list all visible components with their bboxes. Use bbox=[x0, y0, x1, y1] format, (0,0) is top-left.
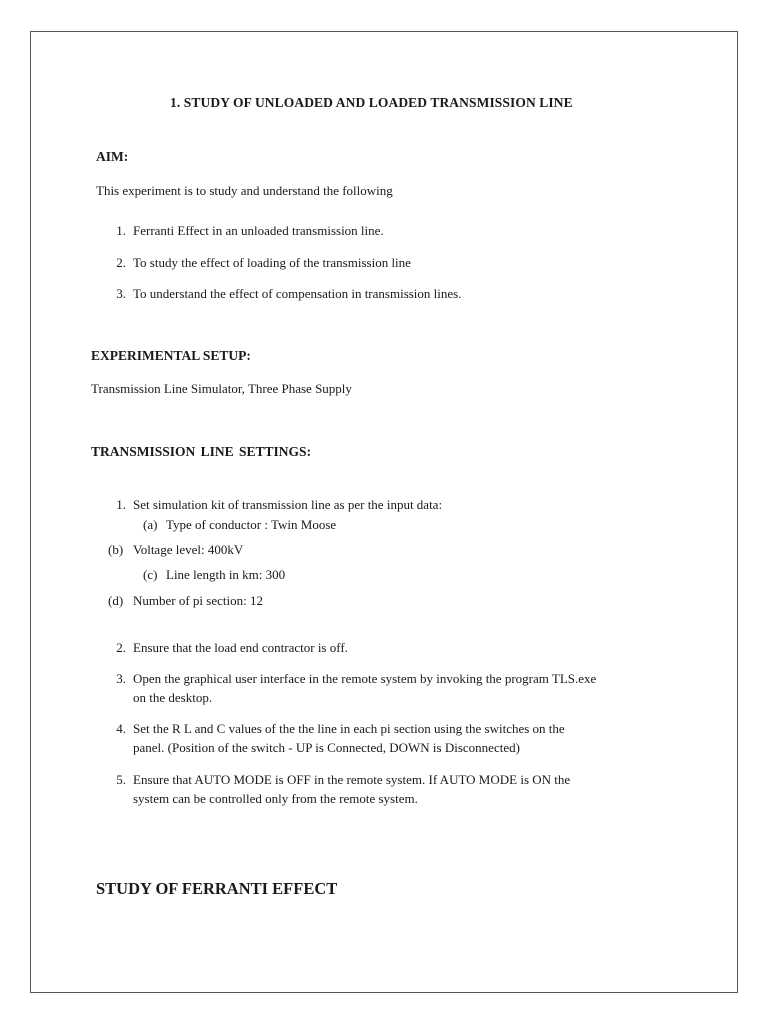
list-item-number: 2. bbox=[116, 640, 126, 655]
list-item-text: Open the graphical user interface in the remote system by invoking the program TLS.exe bbox=[133, 671, 597, 686]
sub-list-label: (d) bbox=[108, 593, 124, 608]
list-item-text: Set simulation kit of transmission line as per the input data: bbox=[133, 497, 443, 512]
sub-list-label: (b) bbox=[108, 542, 124, 557]
sub-list-text: Line length in km: 300 bbox=[166, 567, 286, 582]
page-title: 1. STUDY OF UNLOADED AND LOADED TRANSMISSION LINE bbox=[170, 95, 573, 110]
setup-text: Transmission Line Simulator, Three Phase Supply bbox=[91, 381, 352, 396]
list-item-text: Set the R L and C values of the the line in each pi section using the switches on the bbox=[133, 721, 565, 736]
list-item-text: To study the effect of loading of the transmission line bbox=[133, 255, 411, 270]
sub-list-label: (c) bbox=[143, 567, 158, 582]
list-item-number: 3. bbox=[116, 286, 126, 301]
list-item-text-continued: panel. (Position of the switch - UP is Connected, DOWN is Disconnected) bbox=[133, 740, 520, 755]
list-item-number: 4. bbox=[116, 721, 126, 736]
list-item-number: 5. bbox=[116, 772, 126, 787]
ferranti-heading: STUDY OF FERRANTI EFFECT bbox=[96, 879, 338, 898]
aim-intro: This experiment is to study and understand the following bbox=[96, 183, 393, 198]
sub-list-text: Type of conductor : Twin Moose bbox=[166, 517, 337, 532]
list-item-text: Ensure that the load end contractor is off. bbox=[133, 640, 348, 655]
setup-heading: EXPERIMENTAL SETUP: bbox=[91, 348, 251, 363]
sub-list-text: Number of pi section: 12 bbox=[133, 593, 263, 608]
settings-heading: TRANSMISSION LINE SETTINGS: bbox=[91, 444, 312, 459]
list-item-text: Ferranti Effect in an unloaded transmission line. bbox=[133, 223, 384, 238]
list-item-number: 2. bbox=[116, 255, 126, 270]
list-item-number: 3. bbox=[116, 671, 126, 686]
aim-heading: AIM: bbox=[96, 149, 129, 164]
sub-list-label: (a) bbox=[143, 517, 158, 532]
list-item-text: Ensure that AUTO MODE is OFF in the remote system. If AUTO MODE is ON the bbox=[133, 772, 571, 787]
list-item-number: 1. bbox=[116, 223, 126, 238]
list-item-number: 1. bbox=[116, 497, 126, 512]
list-item-text-continued: on the desktop. bbox=[133, 690, 213, 705]
list-item-text-continued: system can be controlled only from the remote system. bbox=[133, 791, 418, 806]
sub-list-text: Voltage level: 400kV bbox=[133, 542, 244, 557]
list-item-text: To understand the effect of compensation in transmission lines. bbox=[133, 286, 462, 301]
